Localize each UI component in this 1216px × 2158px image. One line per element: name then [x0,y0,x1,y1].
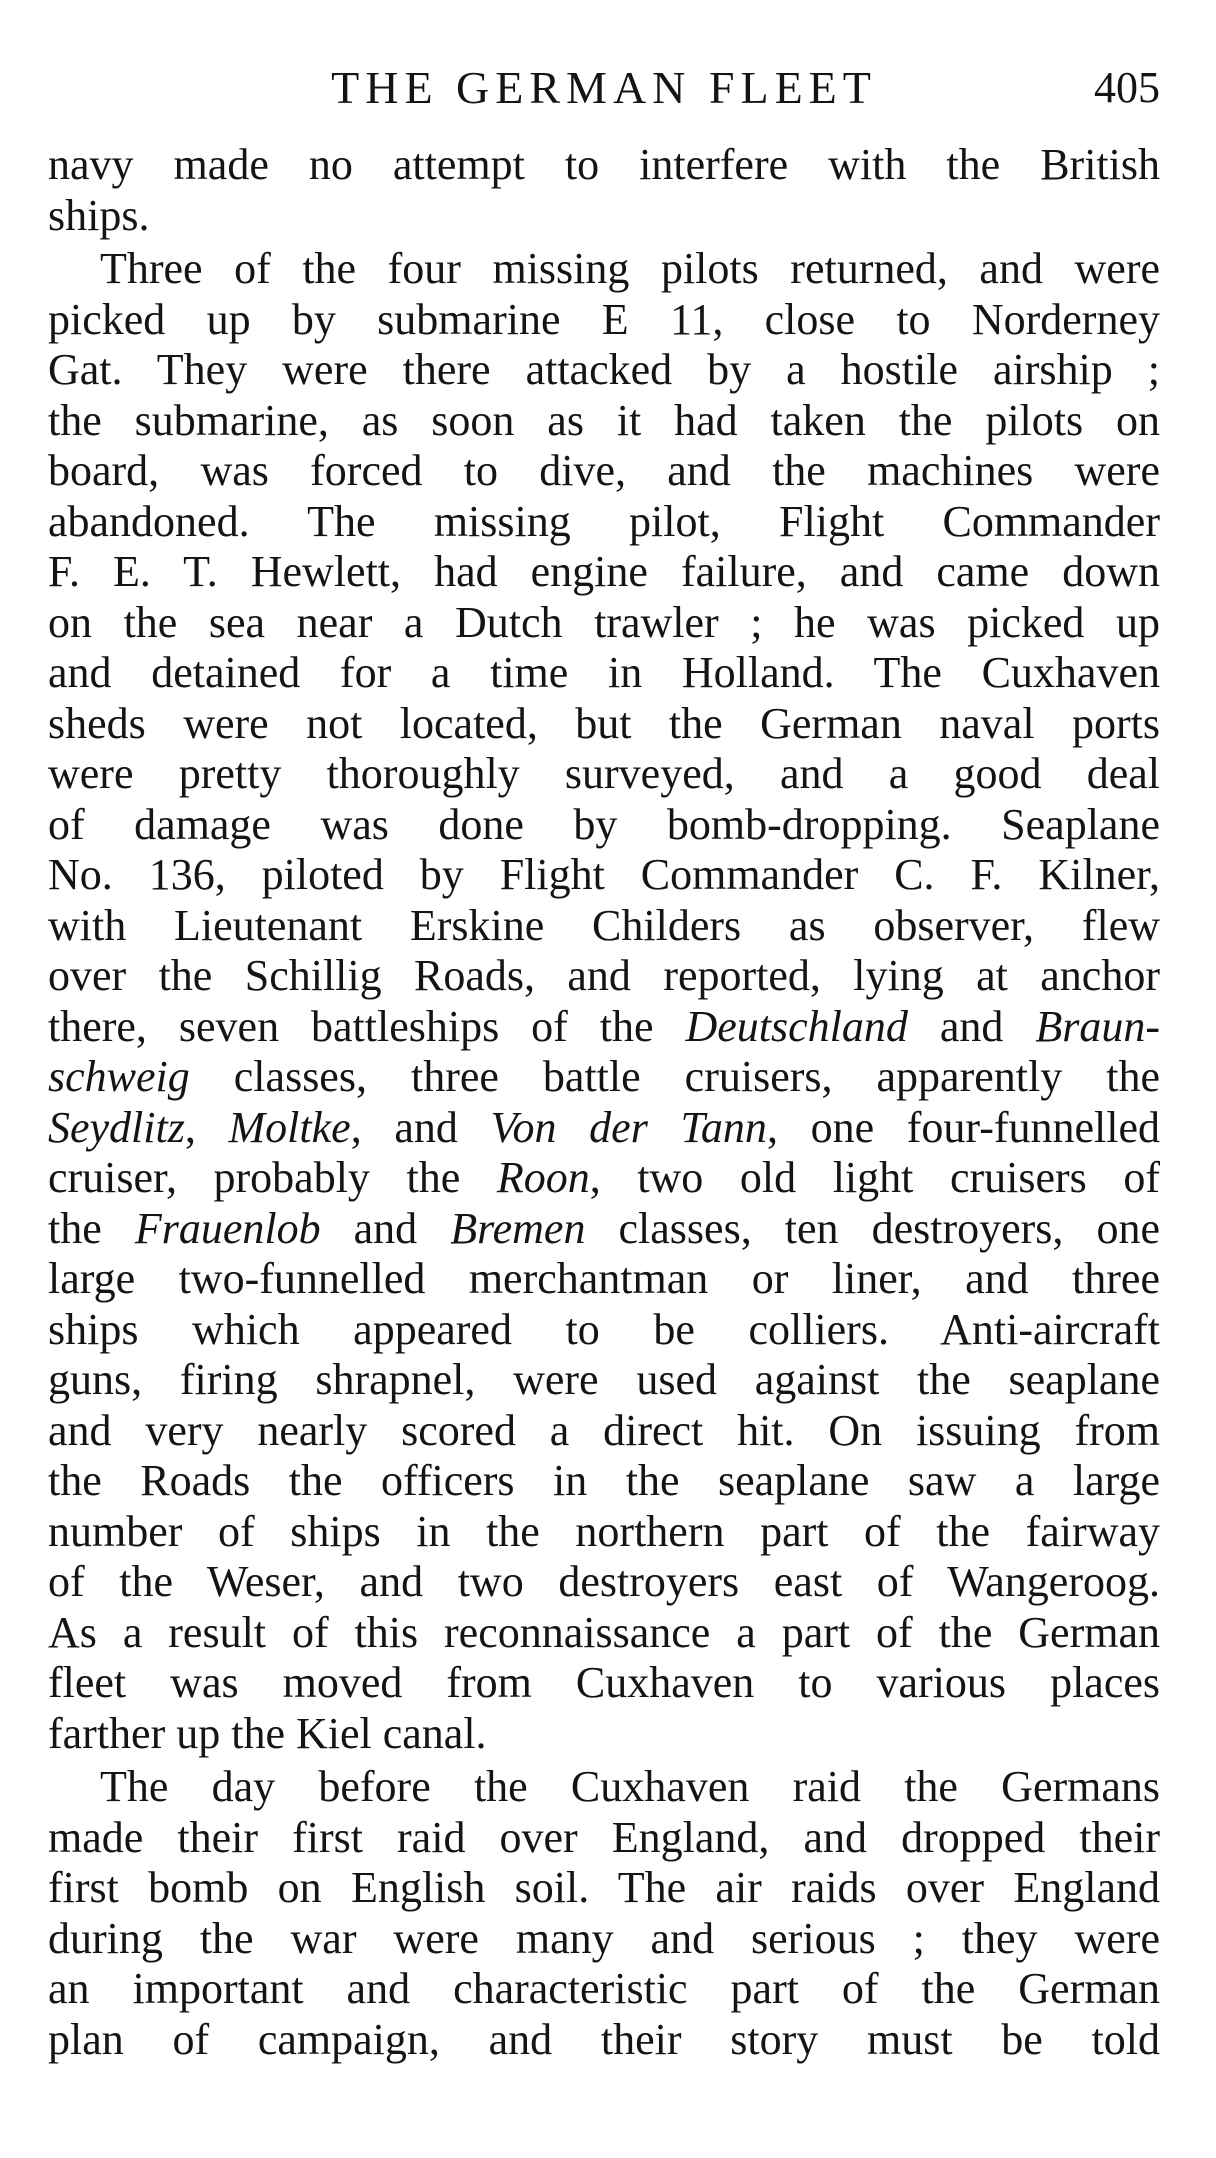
text-line: The day before the Cuxhaven raid the Germans [100,1762,1160,1811]
text-line: As a result of this reconnaissance a part of the German [48,1607,1160,1657]
text-run: there, seven battleships of the [48,1001,686,1051]
text-line: were pretty thoroughly surveyed, and a good deal [48,749,1160,798]
text-line: of damage was done by bomb-dropping. Seaplane [48,799,1160,849]
text-line: of the Weser, and two destroyers east of Wangeroog. [48,1557,1160,1606]
paragraph-2 [48,244,1160,1759]
text-line: board, was forced to dive, and the machines were [48,446,1160,495]
text-line: abandoned. The missing pilot, Flight Commander [48,496,1160,546]
text-line: ships. [48,190,150,240]
text-line: with Lieutenant Erskine Childers as observer, flew [48,900,1160,950]
ship-name: Von der Tann [490,1102,767,1152]
text-line: Three of the four missing pilots returned, and were [100,244,1160,293]
text-line: over the Schillig Roads, and reported, lying at anchor [48,951,1160,1000]
running-head [48,58,1160,118]
text-line: during the war were many and serious ; they were [48,1913,1160,1963]
text-run: and [907,1001,1036,1051]
page-number: 405 [1094,63,1160,112]
text-line: farther up the Kiel canal. [48,1708,487,1758]
text-line: the Roads the officers in the seaplane saw a large [48,1456,1160,1505]
text-line: an important and characteristic part of the German [48,1964,1160,2013]
text-run: , two old light cruisers of [589,1153,1160,1202]
text-line: guns, firing shrapnel, were used against the seaplane [48,1355,1160,1404]
text-run: , [184,1102,229,1152]
text-line-with-italics [48,1153,1160,1204]
ship-name: Moltke [228,1102,351,1152]
paragraph-1 [48,140,1160,241]
text-run: , and [350,1102,491,1152]
text-line: on the sea near a Dutch trawler ; he was picked up [48,597,1160,647]
text-line: fleet was moved from Cuxhaven to various places [48,1658,1160,1707]
running-title: THE GERMAN FLEET [331,62,877,113]
ship-class-name: Braun- [1035,1001,1160,1051]
ship-class-name: Bremen [450,1203,586,1253]
text-line: made their first raid over England, and dropped their [48,1812,1160,1862]
text-line: No. 136, piloted by Flight Commander C. F. Kilner, [48,850,1160,899]
paragraph-3 [48,1762,1160,2065]
text-run: , one four-funnelled [766,1102,1161,1152]
ship-class-name: schweig [48,1052,190,1101]
text-line: first bomb on English soil. The air raids over England [48,1863,1160,1912]
ship-name: Roon [496,1153,590,1202]
text-line: plan of campaign, and their story must be told [48,2014,1160,2064]
text-line: Gat. They were there attacked by a hostile airship ; [48,345,1160,394]
text-line-with-italics [48,1002,1160,1053]
text-run: classes, ten destroyers, one [585,1203,1160,1253]
text-line: navy made no attempt to interfere with the British [48,140,1160,189]
text-run: the [48,1203,135,1253]
text-line-with-italics [48,1052,1160,1103]
ship-name: Seydlitz [48,1102,185,1152]
text-line: number of ships in the northern part of the fairway [48,1506,1160,1556]
text-line: the submarine, as soon as it had taken the pilots on [48,395,1160,445]
text-line: large two-funnelled merchantman or liner, and three [48,1254,1160,1303]
text-line-with-italics [48,1103,1160,1154]
text-line: sheds were not located, but the German naval ports [48,698,1160,748]
text-run: cruiser, probably the [48,1153,497,1202]
text-run: classes, three battle cruisers, apparently the [189,1052,1160,1101]
text-line: F. E. T. Hewlett, had engine failure, and came down [48,547,1160,596]
text-line: picked up by submarine E 11, close to Norderney [48,294,1160,344]
text-line: and very nearly scored a direct hit. On issuing from [48,1405,1160,1455]
text-line-with-italics [48,1204,1160,1255]
ship-class-name: Deutschland [685,1001,908,1051]
text-line: ships which appeared to be colliers. Anti-aircraft [48,1304,1160,1354]
body-text [48,140,1160,2065]
text-run: and [320,1203,451,1253]
text-line: and detained for a time in Holland. The Cuxhaven [48,648,1160,697]
ship-class-name: Frauenlob [134,1203,321,1253]
